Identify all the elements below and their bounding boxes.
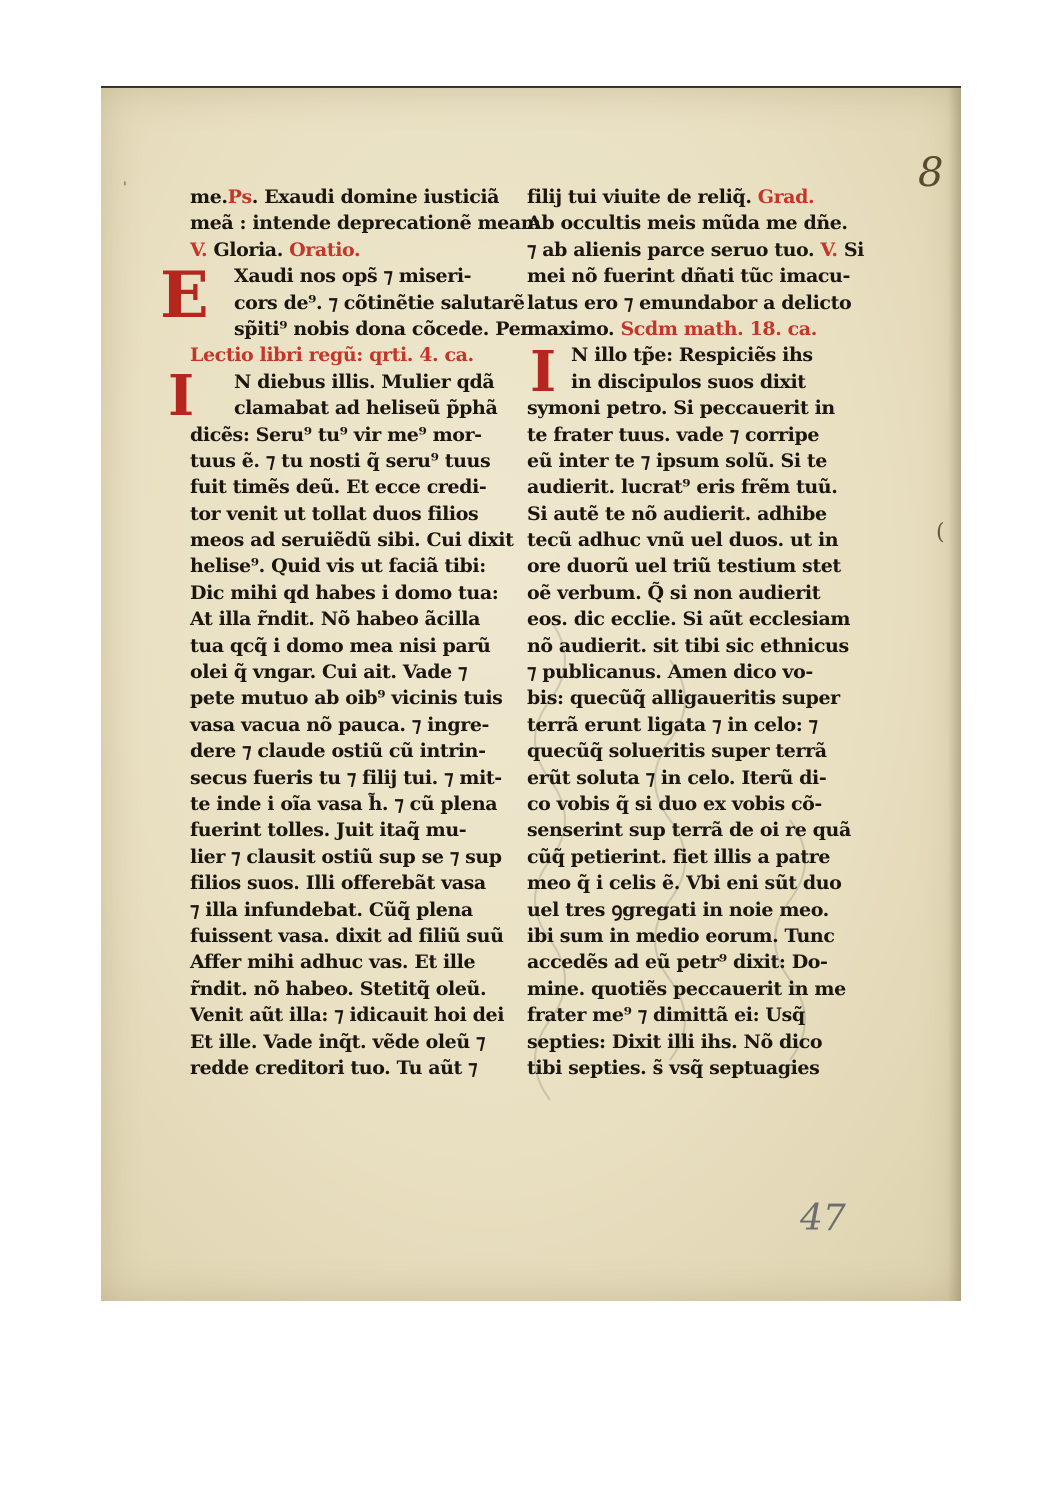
text-line — [527, 263, 850, 289]
rubric-text: Ps — [227, 186, 252, 208]
text-line — [190, 395, 500, 421]
line-text: cors de⁹. ⁊ cõtinẽtie salutarẽ — [234, 291, 525, 314]
text-line — [190, 870, 500, 896]
text-line — [190, 976, 500, 1002]
line-text: Dic mihi qd habes i domo tua: — [190, 581, 499, 604]
rubric-text: Oratio. — [289, 238, 361, 261]
line-text: co vobis q̃ si duo ex vobis cõ- — [527, 792, 822, 815]
text-line — [190, 949, 500, 975]
text-line — [190, 290, 525, 316]
line-text: in discipulos suos dixit — [571, 370, 806, 393]
text-line — [527, 474, 837, 500]
text-line — [190, 184, 500, 210]
line-text: At illa r̃ndit. Nõ habeo ãcilla — [190, 608, 480, 631]
line-text: septies: Dixit illi ihs. Nõ dico — [527, 1030, 823, 1053]
line-text: fuerint tolles. Juit itaq̃ mu- — [190, 819, 467, 842]
line-text: cũq̃ petierint. fiet illis a patre — [527, 845, 831, 868]
rubric-text: V. — [190, 238, 214, 261]
line-text: maximo. — [527, 317, 615, 340]
text-line — [190, 210, 541, 236]
line-text: oẽ verbum. Q̃ si non audierit — [527, 581, 821, 604]
watermark-stamp — [520, 600, 880, 1120]
line-text: secus fueris tu ⁊ filij tui. ⁊ mit- — [190, 766, 502, 789]
line-text: ore duorũ uel triũ testium stet — [527, 555, 841, 578]
line-text: uel tres ꝯgregati in noie meo. — [527, 898, 829, 921]
line-text: nõ audierit. sit tibi sic ethnicus — [527, 634, 849, 657]
line-text: ⁊ illa infundebat. Cũq̃ plena — [190, 898, 473, 921]
text-line — [527, 527, 837, 553]
line-text: Ab occultis meis mũda me dñe. — [527, 212, 848, 235]
line-text: tor venit ut tollat duos filios — [190, 502, 479, 525]
text-line — [527, 184, 837, 210]
initial-letter-i-right: I — [530, 339, 557, 405]
line-text: tua qcq̃ i domo mea nisi parũ — [190, 634, 491, 657]
initial-letter-e: E — [160, 258, 209, 333]
line-text: frater me⁹ ⁊ dimittã ei: Usq̃ — [527, 1004, 805, 1027]
line-text: Xaudi nos ops̃ ⁊ miseri- — [234, 265, 472, 288]
line-text: helise⁹. Quid vis ut faciã tibi: — [190, 555, 486, 578]
line-text: meo q̃ i celis ẽ. Vbi eni sũt duo — [527, 872, 842, 895]
line-text: meã : intende deprecationẽ meam — [190, 212, 541, 235]
line-text: symoni petro. Si peccauerit in — [527, 397, 835, 420]
left-text-column — [190, 184, 541, 1081]
line-text: Affer mihi adhuc vas. Et ille — [190, 951, 476, 974]
text-line — [527, 210, 848, 236]
line-text: te inde i oĩa vasa h̃. ⁊ cũ plena — [190, 792, 498, 815]
line-text: ibi sum in medio eorum. Tunc — [527, 924, 835, 947]
line-text: dicẽs: Seru⁹ tu⁹ vir me⁹ mor- — [190, 423, 482, 446]
margin-mark-left: ' — [123, 180, 127, 196]
text-line — [190, 765, 500, 791]
text-line — [190, 501, 500, 527]
text-line — [527, 395, 837, 421]
manuscript-note: 47 — [800, 1198, 846, 1239]
text-line — [190, 263, 500, 289]
text-line — [190, 342, 500, 368]
text-line — [190, 316, 530, 342]
line-text: N diebus illis. Mulier qdã — [234, 370, 495, 393]
line-text: pete mutuo ab oib⁹ vicinis tuis — [190, 687, 503, 710]
text-line — [190, 1029, 500, 1055]
rubric-text: Grad. — [757, 186, 815, 208]
text-line — [190, 553, 500, 579]
line-text: accedẽs ad eũ petr⁹ dixit: Do- — [527, 951, 828, 974]
line-text: Venit aũt illa: ⁊ idicauit hoi dei — [190, 1004, 505, 1027]
line-text: bis: quecũq̃ alligaueritis super — [527, 687, 840, 710]
line-text: eũ inter te ⁊ ipsum solũ. Si te — [527, 449, 827, 472]
line-text: olei q̃ vngar. Cui ait. Vade ⁊ — [190, 661, 468, 684]
line-text: erũt soluta ⁊ in celo. Iterũ di- — [527, 766, 827, 789]
text-line — [190, 474, 500, 500]
text-line — [190, 606, 500, 632]
line-text: dere ⁊ claude ostiũ cũ intrin- — [190, 740, 486, 763]
text-line — [190, 527, 514, 553]
line-text: filios suos. Illi offerebãt vasa — [190, 872, 486, 895]
line-text: audierit. lucrat⁹ eris frẽm tuũ. — [527, 476, 838, 499]
text-line — [527, 448, 837, 474]
text-line — [527, 237, 864, 263]
text-line — [527, 422, 837, 448]
text-line — [190, 1002, 505, 1028]
text-line — [190, 369, 500, 395]
rubric-text: V. — [820, 238, 838, 261]
line-text: r̃ndit. nõ habeo. Stetitq̃ oleũ. — [190, 977, 487, 1000]
line-text: filij tui viuite de reliq̃. — [527, 186, 752, 208]
line-text-cont: . Exaudi domine iusticiã — [251, 186, 500, 208]
text-line — [190, 738, 500, 764]
line-text: lier ⁊ clausit ostiũ sup se ⁊ sup — [190, 845, 502, 868]
line-text: latus ero ⁊ emundabor a delicto — [527, 291, 852, 314]
line-text: Et ille. Vade inq̃t. vẽde oleũ ⁊ — [190, 1030, 486, 1053]
line-text: Gloria. — [213, 238, 283, 261]
text-line — [527, 290, 852, 316]
folio-number: 8 — [918, 150, 944, 196]
line-text: clamabat ad heliseũ p̃phã — [234, 397, 498, 420]
page-right-shadow — [948, 88, 961, 1301]
line-text: mine. quotiẽs peccauerit in me — [527, 977, 846, 1000]
text-line — [190, 897, 500, 923]
text-line — [190, 659, 500, 685]
line-text: ⁊ publicanus. Amen dico vo- — [527, 661, 813, 684]
text-line — [527, 553, 841, 579]
line-text: meos ad seruiẽdũ sibi. Cui dixit — [190, 529, 514, 552]
line-text: ⁊ ab alienis parce seruo tuo. — [527, 238, 815, 261]
text-line — [190, 923, 504, 949]
initial-letter-i-left: I — [168, 363, 195, 429]
line-text: Lectio libri regũ: qrti. 4. ca. — [190, 344, 474, 367]
line-text: eos. dic ecclie. Si aũt ecclesiam — [527, 608, 851, 631]
line-text: tibi septies. s̃ vsq̃ septuagies — [527, 1056, 820, 1079]
text-line — [190, 633, 500, 659]
line-text: vasa vacua nõ pauca. ⁊ ingre- — [190, 713, 490, 736]
text-line — [190, 237, 500, 263]
text-line — [190, 791, 500, 817]
line-text: senserint sup terrã de oi re quã — [527, 819, 851, 842]
line-text: terrã erunt ligata ⁊ in celo: ⁊ — [527, 713, 818, 736]
line-text: mei nõ fuerint dñati tũc imacu- — [527, 265, 850, 288]
rubric-text: Scdm math. 18. ca. — [620, 317, 817, 340]
line-text: Si autẽ te nõ audierit. adhibe — [527, 502, 827, 525]
line-text: quecũq̃ solueritis super terrã — [527, 740, 827, 763]
text-line — [527, 316, 837, 342]
line-text: fuit timẽs deũ. Et ecce credi- — [190, 476, 487, 499]
text-line — [190, 448, 500, 474]
margin-mark-right: ( — [936, 520, 945, 545]
line-text: sp̃iti⁹ nobis dona cõcede. Per — [234, 317, 530, 340]
text-line — [190, 422, 500, 448]
line-text: te frater tuus. vade ⁊ corripe — [527, 423, 820, 446]
text-line — [190, 1055, 500, 1081]
line-text: tuus ẽ. ⁊ tu nosti q̃ seru⁹ tuus — [190, 449, 491, 472]
text-line — [527, 501, 837, 527]
text-line — [527, 342, 837, 368]
text-line — [190, 712, 500, 738]
line-text: N illo tp̃e: Respiciẽs ihs — [571, 344, 813, 367]
text-line — [190, 685, 503, 711]
line-text: fuissent vasa. dixit ad filiũ suũ — [190, 924, 504, 947]
text-line — [527, 369, 837, 395]
line-text: me. — [190, 186, 228, 208]
line-text-tail: Si — [843, 238, 864, 261]
line-text: tecũ adhuc vnũ uel duos. ut in — [527, 529, 839, 552]
text-line — [190, 844, 500, 870]
text-line — [190, 580, 500, 606]
text-line — [190, 817, 500, 843]
line-text: redde creditori tuo. Tu aũt ⁊ — [190, 1056, 478, 1079]
